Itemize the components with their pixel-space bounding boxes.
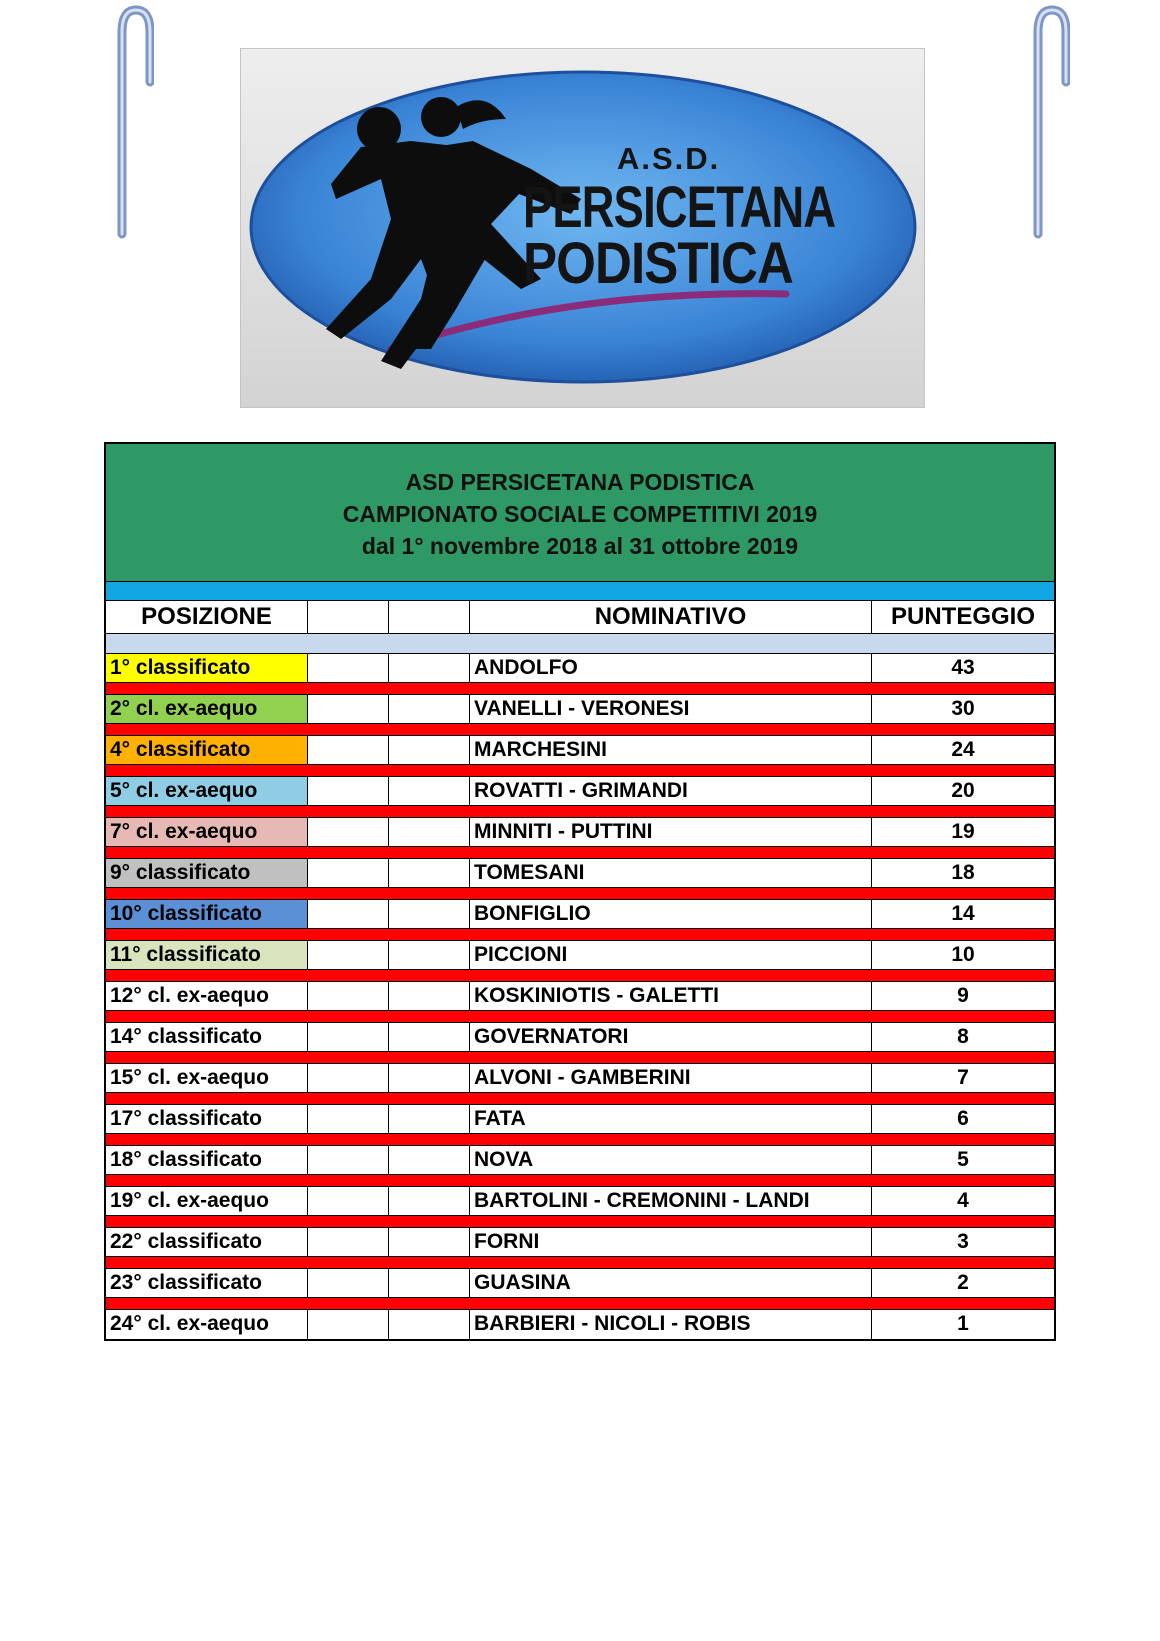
score-cell: 9: [957, 984, 969, 1007]
table-title-line-1: ASD PERSICETANA PODISTICA: [405, 468, 755, 495]
position-cell: 7° cl. ex-aequo: [106, 818, 308, 846]
score-cell: 5: [957, 1148, 969, 1171]
empty-cell: [308, 1310, 389, 1339]
empty-cell: [308, 818, 389, 846]
logo-text-asd: A.S.D.: [617, 141, 721, 176]
score-cell: 6: [957, 1107, 969, 1130]
name-cell: KOSKINIOTIS - GALETTI: [470, 982, 872, 1010]
paper-clip-right-icon: [1024, 2, 1070, 247]
name-cell: GUASINA: [470, 1269, 872, 1297]
position-cell: 1° classificato: [106, 654, 308, 682]
score-cell: 30: [951, 697, 975, 720]
position-cell: 4° classificato: [106, 736, 308, 764]
position-cell: 19° cl. ex-aequo: [106, 1187, 308, 1215]
position-cell: 17° classificato: [106, 1105, 308, 1133]
table-row: [106, 818, 1054, 847]
empty-cell: [389, 654, 470, 682]
table-title-line-3: dal 1° novembre 2018 al 31 ottobre 2019: [361, 532, 799, 559]
score-cell: 4: [957, 1189, 969, 1212]
red-separator: [106, 847, 1054, 859]
header-empty-1: [308, 601, 389, 633]
position-cell: 12° cl. ex-aequo: [106, 982, 308, 1010]
empty-cell: [308, 777, 389, 805]
empty-cell: [389, 1146, 470, 1174]
table-row: [106, 941, 1054, 970]
score-cell: 14: [951, 902, 975, 925]
empty-cell: [308, 1228, 389, 1256]
red-separator: [106, 1175, 1054, 1187]
name-cell: BARTOLINI - CREMONINI - LANDI: [470, 1187, 872, 1215]
name-cell: MARCHESINI: [470, 736, 872, 764]
score-cell: 10: [951, 943, 975, 966]
name-cell: NOVA: [470, 1146, 872, 1174]
table-row: [106, 1064, 1054, 1093]
position-cell: 22° classificato: [106, 1228, 308, 1256]
logo-text-persicetana: PERSICETANA: [523, 175, 836, 240]
score-cell: 43: [951, 656, 975, 679]
table-row: [106, 982, 1054, 1011]
empty-cell: [389, 1228, 470, 1256]
position-cell: 15° cl. ex-aequo: [106, 1064, 308, 1092]
name-cell: VANELLI - VERONESI: [470, 695, 872, 723]
table-row: [106, 1269, 1054, 1298]
table-row: [106, 1310, 1054, 1339]
club-logo: [240, 48, 925, 408]
score-cell: 1: [957, 1312, 969, 1335]
position-cell: 24° cl. ex-aequo: [106, 1310, 308, 1339]
position-cell: 18° classificato: [106, 1146, 308, 1174]
position-cell: 10° classificato: [106, 900, 308, 928]
name-cell: ANDOLFO: [470, 654, 872, 682]
red-separator: [106, 1257, 1054, 1269]
position-cell: 11° classificato: [106, 941, 308, 969]
empty-cell: [308, 654, 389, 682]
header-name: NOMINATIVO: [470, 601, 872, 633]
header-empty-2: [389, 601, 470, 633]
score-cell: 3: [957, 1230, 969, 1253]
empty-cell: [389, 1269, 470, 1297]
blue-separator: [106, 582, 1054, 601]
table-row: [106, 1146, 1054, 1175]
table-header-row: [106, 601, 1054, 634]
red-separator: [106, 1298, 1054, 1310]
table-row: [106, 1187, 1054, 1216]
empty-cell: [389, 818, 470, 846]
empty-cell: [389, 1105, 470, 1133]
empty-cell: [308, 1269, 389, 1297]
red-separator: [106, 765, 1054, 777]
empty-cell: [308, 1023, 389, 1051]
name-cell: MINNITI - PUTTINI: [470, 818, 872, 846]
score-cell: 2: [957, 1271, 969, 1294]
empty-cell: [389, 859, 470, 887]
position-cell: 14° classificato: [106, 1023, 308, 1051]
empty-cell: [308, 1187, 389, 1215]
position-cell: 5° cl. ex-aequo: [106, 777, 308, 805]
logo-text-podistica: PODISTICA: [523, 231, 793, 296]
header-score: PUNTEGGIO: [890, 603, 1035, 630]
empty-cell: [308, 736, 389, 764]
table-row: [106, 859, 1054, 888]
empty-cell: [389, 777, 470, 805]
red-separator: [106, 1134, 1054, 1146]
ranking-table: [104, 442, 1056, 1341]
table-row: [106, 900, 1054, 929]
empty-cell: [308, 1105, 389, 1133]
name-cell: FATA: [470, 1105, 872, 1133]
empty-cell: [389, 982, 470, 1010]
score-cell: 19: [951, 820, 975, 843]
name-cell: BONFIGLIO: [470, 900, 872, 928]
empty-cell: [308, 900, 389, 928]
red-separator: [106, 1052, 1054, 1064]
name-cell: ROVATTI - GRIMANDI: [470, 777, 872, 805]
light-separator: [106, 634, 1054, 654]
name-cell: FORNI: [470, 1228, 872, 1256]
position-cell: 9° classificato: [106, 859, 308, 887]
score-cell: 24: [951, 738, 975, 761]
empty-cell: [308, 941, 389, 969]
table-row: [106, 654, 1054, 683]
red-separator: [106, 929, 1054, 941]
empty-cell: [308, 1146, 389, 1174]
empty-cell: [389, 1187, 470, 1215]
red-separator: [106, 683, 1054, 695]
table-row: [106, 1228, 1054, 1257]
name-cell: PICCIONI: [470, 941, 872, 969]
red-separator: [106, 724, 1054, 736]
score-cell: 18: [951, 861, 975, 884]
paper-clip-left-icon: [108, 2, 154, 247]
red-separator: [106, 1011, 1054, 1023]
score-cell: 20: [951, 779, 975, 802]
table-row: [106, 1105, 1054, 1134]
red-separator: [106, 1216, 1054, 1228]
table-row: [106, 695, 1054, 724]
name-cell: TOMESANI: [470, 859, 872, 887]
table-title-block: [106, 444, 1054, 582]
name-cell: BARBIERI - NICOLI - ROBIS: [470, 1310, 872, 1339]
empty-cell: [389, 736, 470, 764]
score-cell: 8: [957, 1025, 969, 1048]
table-row: [106, 736, 1054, 765]
position-cell: 2° cl. ex-aequo: [106, 695, 308, 723]
table-title-line-2: CAMPIONATO SOCIALE COMPETITIVI 2019: [342, 500, 818, 527]
empty-cell: [389, 1064, 470, 1092]
red-separator: [106, 888, 1054, 900]
red-separator: [106, 970, 1054, 982]
empty-cell: [308, 982, 389, 1010]
empty-cell: [389, 695, 470, 723]
table-row: [106, 1023, 1054, 1052]
name-cell: ALVONI - GAMBERINI: [470, 1064, 872, 1092]
empty-cell: [308, 859, 389, 887]
empty-cell: [308, 1064, 389, 1092]
position-cell: 23° classificato: [106, 1269, 308, 1297]
table-body: [106, 654, 1054, 1339]
empty-cell: [308, 695, 389, 723]
name-cell: GOVERNATORI: [470, 1023, 872, 1051]
score-cell: 7: [957, 1066, 969, 1089]
header-position: POSIZIONE: [106, 601, 308, 633]
empty-cell: [389, 1023, 470, 1051]
red-separator: [106, 1093, 1054, 1105]
empty-cell: [389, 941, 470, 969]
table-row: [106, 777, 1054, 806]
empty-cell: [389, 1310, 470, 1339]
red-separator: [106, 806, 1054, 818]
empty-cell: [389, 900, 470, 928]
